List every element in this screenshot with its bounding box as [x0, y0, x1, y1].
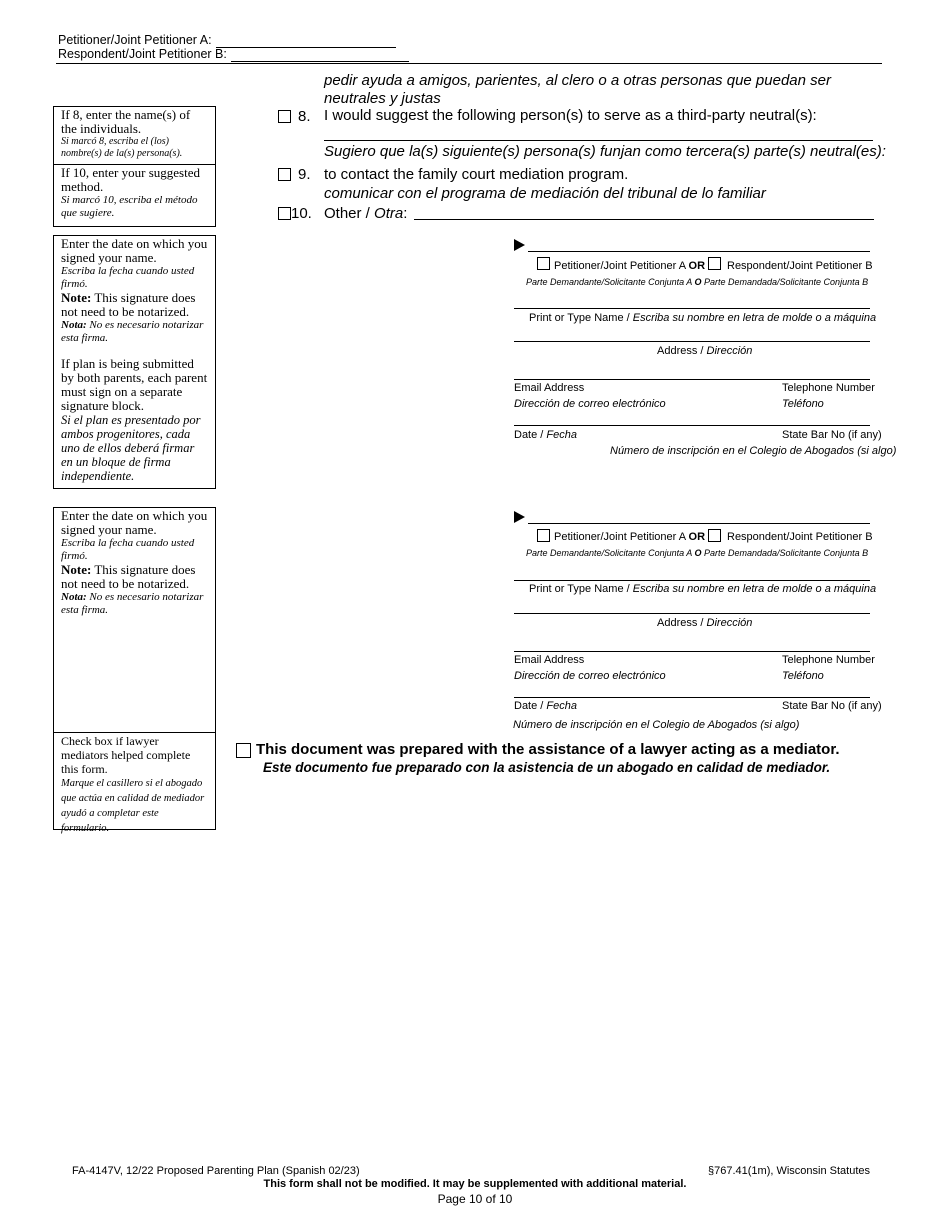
lawyer-statement-en: This document was prepared with the assistance of a lawyer acting as a mediator. — [256, 741, 840, 758]
lawyer-statement-es: Este documento fue preparado con la asistencia de un abogado en calidad de mediador. — [263, 760, 831, 775]
sidebar-date1-plan-en: If plan is being submitted by both parents, each parent must sign on a separate signature block. — [61, 356, 208, 413]
sidebar-item8-es: Si marcó 8, escriba el (los) nombre(s) de la(s) persona(s). — [61, 136, 183, 159]
signature1-phone-es: Teléfono — [782, 398, 824, 410]
sidebar-box-date2 — [53, 507, 216, 733]
footer-form-id: FA-4147V, 12/22 Proposed Parenting Plan (Spanish 02/23) — [72, 1165, 360, 1177]
item8-checkbox[interactable] — [278, 110, 291, 123]
sign-here-arrow-icon — [514, 511, 525, 523]
item8-text: I would suggest the following person(s) to serve as a third-party neutral(s): — [324, 107, 817, 124]
sidebar-date1-note: This signature does not need to be notarized. — [61, 290, 196, 319]
respondent-header — [58, 47, 409, 62]
item10-label-es: Otra — [374, 205, 404, 222]
signature1-date-es: Fecha — [546, 429, 577, 441]
header-divider — [56, 63, 882, 64]
respondent-label: Respondent/Joint Petitioner B: — [58, 47, 227, 61]
sidebar-item10-en: If 10, enter your suggested method. — [61, 165, 200, 194]
signature2-bar-label: State Bar No (if any) — [782, 700, 882, 712]
signature2-address-es: Dirección — [706, 617, 753, 629]
sidebar-date1-nota: No es necesario notarizar esta firma. — [61, 319, 204, 344]
signature1-party-row — [554, 260, 705, 273]
signature2-date-es: Fecha — [546, 700, 577, 712]
signature2-petitioner-label: Petitioner/Joint Petitioner A — [554, 531, 686, 543]
sidebar-item8-en: If 8, enter the name(s) of the individuals. — [61, 107, 191, 136]
footer-notice: This form shall not be modified. It may be supplemented with additional material. — [263, 1178, 687, 1190]
signature1-field[interactable] — [528, 251, 870, 252]
item9-checkbox[interactable] — [278, 168, 291, 181]
signature1-respondent-label: Respondent/Joint Petitioner B — [727, 260, 873, 272]
signature2-address-field[interactable] — [514, 613, 870, 614]
signature2-spanish-parties — [526, 548, 868, 559]
signature1-address-es: Dirección — [706, 345, 753, 357]
respondent-name-field[interactable] — [231, 49, 409, 62]
sidebar-date1-nota-label: Nota: — [61, 319, 87, 331]
signature1-date — [514, 429, 577, 442]
signature1-petitioner-label: Petitioner/Joint Petitioner A — [554, 260, 686, 272]
signature1-email-label: Email Address — [514, 382, 585, 394]
signature1-respondent-checkbox[interactable] — [708, 257, 721, 270]
signature2-print-name-label: Print or Type Name / — [529, 583, 630, 595]
signature2-petitioner-checkbox[interactable] — [537, 529, 550, 542]
item10-label: Other / — [324, 205, 370, 222]
sidebar-date1-es: Escriba la fecha cuando usted firmó. — [61, 265, 195, 290]
signature2-parties-a: Parte Demandante/Solicitante Conjunta A — [526, 548, 692, 558]
signature1-petitioner-checkbox[interactable] — [537, 257, 550, 270]
signature2-address-label: Address / — [657, 617, 704, 629]
footer-page-number: Page 10 of 10 — [437, 1192, 513, 1206]
signature1-spanish-parties — [526, 277, 868, 288]
signature1-parties-a: Parte Demandante/Solicitante Conjunta A — [526, 277, 692, 287]
sidebar-box-date1 — [53, 235, 216, 489]
signature2-phone-es: Teléfono — [782, 670, 824, 682]
sidebar-box-item10 — [53, 164, 216, 227]
sidebar-box-item8 — [53, 106, 216, 165]
petitioner-label: Petitioner/Joint Petitioner A: — [58, 33, 212, 47]
signature2-email-label: Email Address — [514, 654, 585, 666]
signature1-parties-b: Parte Demandada/Solicitante Conjunta B — [703, 277, 869, 287]
signature2-date-field[interactable] — [514, 697, 870, 698]
item9-spanish: comunicar con el programa de mediación del tribunal de lo familiar — [324, 185, 766, 202]
sidebar-date1-plan-es: Si el plan es presentado por ambos progenitores, cada uno de ellos deberá firmar en un bloque de firma independiente. — [61, 413, 201, 483]
signature1-print-name-es: Escriba su nombre en letra de molde o a máquina — [632, 312, 877, 324]
signature1-print-name-label: Print or Type Name / — [529, 312, 630, 324]
signature1-address-field[interactable] — [514, 341, 870, 342]
signature2-o: O — [694, 548, 702, 558]
signature2-address — [657, 617, 752, 630]
footer-statute: §767.41(1m), Wisconsin Statutes — [708, 1165, 871, 1177]
signature2-parties-b: Parte Demandada/Solicitante Conjunta B — [703, 548, 869, 558]
signature1-email-es: Dirección de correo electrónico — [514, 398, 666, 410]
sidebar-box-lawyer — [53, 732, 216, 834]
signature2-email-es: Dirección de correo electrónico — [514, 670, 666, 682]
item8-number: 8. — [298, 108, 311, 125]
lawyer-mediator-checkbox[interactable] — [236, 743, 251, 758]
signature1-bar-label: State Bar No (if any) — [782, 429, 882, 441]
sidebar-date1-en: Enter the date on which you signed your name. — [61, 236, 208, 265]
signature1-o: O — [694, 277, 702, 287]
sidebar-item10-es: Si marcó 10, escriba el método que sugiere. — [61, 194, 198, 219]
petitioner-header — [58, 33, 396, 48]
signature1-contact-field[interactable] — [514, 379, 870, 380]
signature2-print-name — [529, 583, 876, 596]
signature2-respondent-checkbox[interactable] — [708, 529, 721, 542]
sidebar-date2-nota: No es necesario notarizar esta firma. — [61, 591, 204, 616]
sidebar-date2-note-label: Note: — [61, 562, 92, 577]
item9-number: 9. — [298, 166, 311, 183]
item10-number: 10. — [291, 205, 312, 222]
signature2-respondent-label: Respondent/Joint Petitioner B — [727, 531, 873, 543]
signature1-phone-label: Telephone Number — [782, 382, 875, 394]
sign-here-arrow-icon — [514, 239, 525, 251]
signature1-name-field[interactable] — [514, 308, 870, 309]
signature1-address — [657, 345, 752, 358]
item9-text: to contact the family court mediation program. — [324, 166, 629, 183]
signature1-print-name — [529, 312, 876, 325]
signature2-contact-field[interactable] — [514, 651, 870, 652]
signature2-or: OR — [688, 531, 706, 543]
signature2-date — [514, 700, 577, 713]
item10-other-label — [324, 205, 407, 223]
item10-other-field[interactable] — [414, 219, 874, 220]
sidebar-date2-nota-label: Nota: — [61, 591, 87, 603]
intro-spanish-continuation: pedir ayuda a amigos, parientes, al clero o a otras personas que puedan ser neutrales y justas — [324, 72, 831, 107]
sidebar-date2-note: This signature does not need to be notarized. — [61, 562, 196, 591]
signature2-date-label: Date / — [514, 700, 544, 712]
signature2-name-field[interactable] — [514, 580, 870, 581]
sidebar-date2-en: Enter the date on which you signed your name. — [61, 508, 208, 537]
signature2-bar-es: Número de inscripción en el Colegio de Abogados (si algo) — [513, 719, 800, 731]
item8-spanish: Sugiero que la(s) siguiente(s) persona(s) funjan como tercera(s) parte(s) neutral(es): — [324, 143, 886, 160]
item10-colon: : — [403, 205, 408, 222]
signature1-address-label: Address / — [657, 345, 704, 357]
item8-name-field[interactable] — [324, 140, 873, 141]
signature2-phone-label: Telephone Number — [782, 654, 875, 666]
signature2-print-name-es: Escriba su nombre en letra de molde o a máquina — [632, 583, 877, 595]
signature2-party-row — [554, 531, 705, 544]
sidebar-lawyer-en: Check box if lawyer mediators helped complete this form. — [61, 734, 191, 776]
signature1-date-field[interactable] — [514, 425, 870, 426]
signature2-field[interactable] — [528, 523, 870, 524]
sidebar-lawyer-es: Marque el casillero si el abogado que actúa en calidad de mediador ayudó a completar este formulario. — [61, 778, 205, 834]
signature1-or: OR — [688, 260, 706, 272]
item10-checkbox[interactable] — [278, 207, 291, 220]
signature1-date-label: Date / — [514, 429, 544, 441]
signature1-bar-es: Número de inscripción en el Colegio de Abogados (si algo) — [610, 445, 897, 457]
sidebar-date2-es: Escriba la fecha cuando usted firmó. — [61, 537, 195, 562]
sidebar-date1-note-label: Note: — [61, 290, 92, 305]
